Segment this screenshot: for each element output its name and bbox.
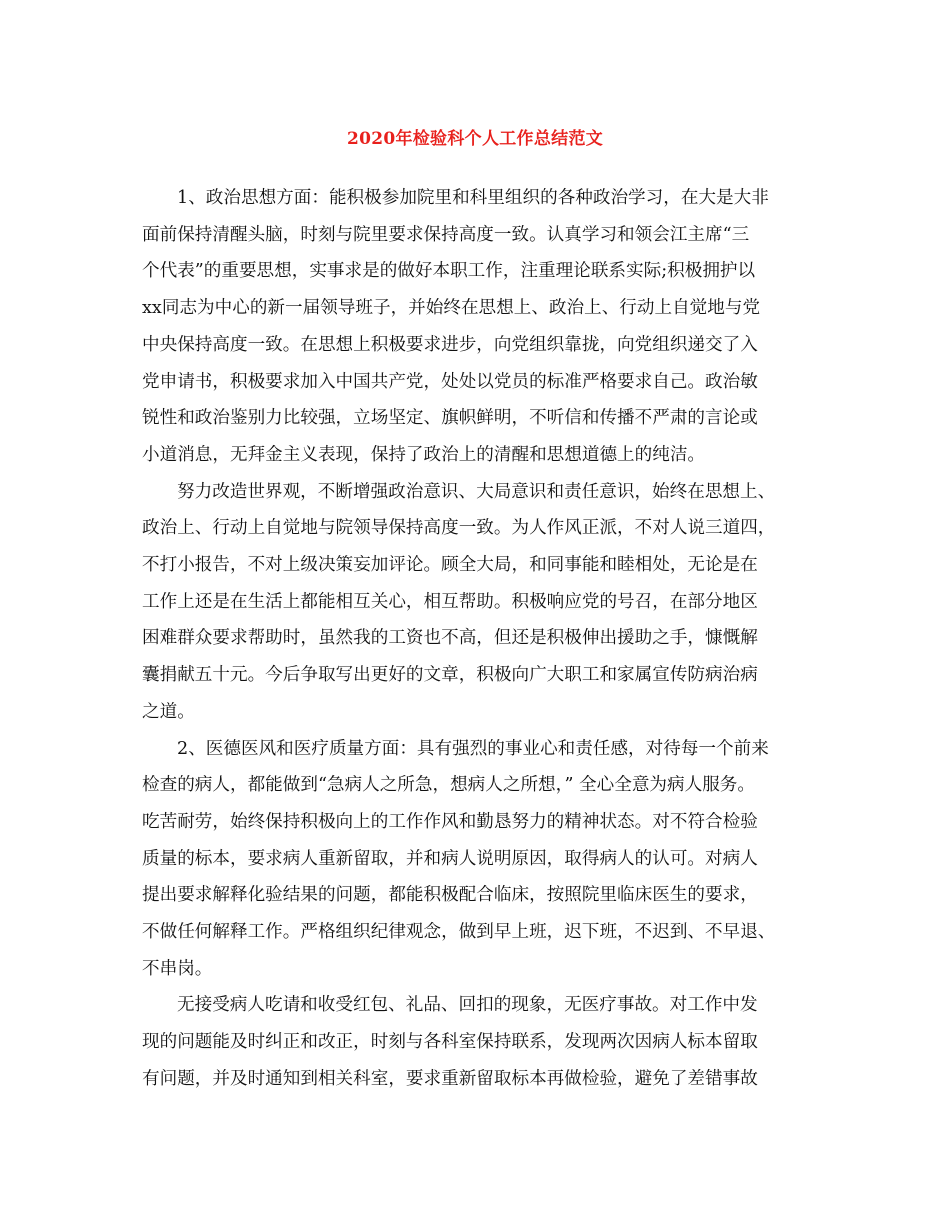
body-line: 工作上还是在生活上都能相互关心，相互帮助。积极响应党的号召，在部分地区 xyxy=(142,592,758,612)
body-line: xx同志为中心的新一届领导班子，并始终在思想上、政治上、行动上自觉地与党 xyxy=(142,298,761,318)
body-line: 吃苦耐劳，始终保持积极向上的工作作风和勤恳努力的精神状态。对不符合检验 xyxy=(142,812,758,832)
body-line: 努力改造世界观，不断增强政治意识、大局意识和责任意识，始终在思想上、 xyxy=(177,482,776,502)
body-line: 党申请书，积极要求加入中国共产党，处处以党员的标准严格要求自己。政治敏 xyxy=(142,372,758,392)
body-line: 不串岗。 xyxy=(142,959,213,979)
body-line: 质量的标本，要求病人重新留取，并和病人说明原因，取得病人的认可。对病人 xyxy=(142,849,758,869)
body-line: 个代表”的重要思想，实事求是的做好本职工作，注重理论联系实际;积极拥护以 xyxy=(142,261,756,281)
body-line: 检查的病人，都能做到“急病人之所急，想病人之所想，” 全心全意为病人服务。 xyxy=(142,775,755,795)
body-line: 现的问题能及时纠正和改正，时刻与各科室保持联系，发现两次因病人标本留取 xyxy=(142,1032,758,1052)
body-line: 提出要求解释化验结果的问题，都能积极配合临床，按照院里临床医生的要求， xyxy=(142,885,758,905)
body-line: 不打小报告，不对上级决策妄加评论。顾全大局，和同事能和睦相处，无论是在 xyxy=(142,555,758,575)
body-line: 2、医德医风和医疗质量方面：具有强烈的事业心和责任感，对待每一个前来 xyxy=(177,739,769,759)
body-line: 中央保持高度一致。在思想上积极要求进步，向党组织靠拢，向党组织递交了入 xyxy=(142,335,758,355)
body-line: 之道。 xyxy=(142,702,195,722)
body-line: 囊捐献五十元。今后争取写出更好的文章，积极向广大职工和家属宣传防病治病 xyxy=(142,665,758,685)
body-line: 1、政治思想方面：能积极参加院里和科里组织的各种政治学习，在大是大非 xyxy=(177,188,769,208)
body-line: 有问题，并及时通知到相关科室，要求重新留取标本再做检验，避免了差错事故 xyxy=(142,1069,758,1089)
body-line: 无接受病人吃请和收受红包、礼品、回扣的现象，无医疗事故。对工作中发 xyxy=(177,995,758,1015)
body-line: 小道消息，无拜金主义表现，保持了政治上的清醒和思想道德上的纯洁。 xyxy=(142,445,706,465)
body-line: 不做任何解释工作。严格组织纪律观念，做到早上班，迟下班，不迟到、不早退、 xyxy=(142,922,776,942)
body-line: 困难群众要求帮助时，虽然我的工资也不高，但还是积极伸出援助之手，慷慨解 xyxy=(142,628,758,648)
body-line: 政治上、行动上自觉地与院领导保持高度一致。为人作风正派，不对人说三道四， xyxy=(142,518,776,538)
body-line: 面前保持清醒头脑，时刻与院里要求保持高度一致。认真学习和领会江主席“三 xyxy=(142,225,750,245)
document-title: 2020年检验科个人工作总结范文 xyxy=(346,129,604,149)
body-line: 锐性和政治鉴别力比较强，立场坚定、旗帜鲜明，不听信和传播不严肃的言论或 xyxy=(142,408,758,428)
